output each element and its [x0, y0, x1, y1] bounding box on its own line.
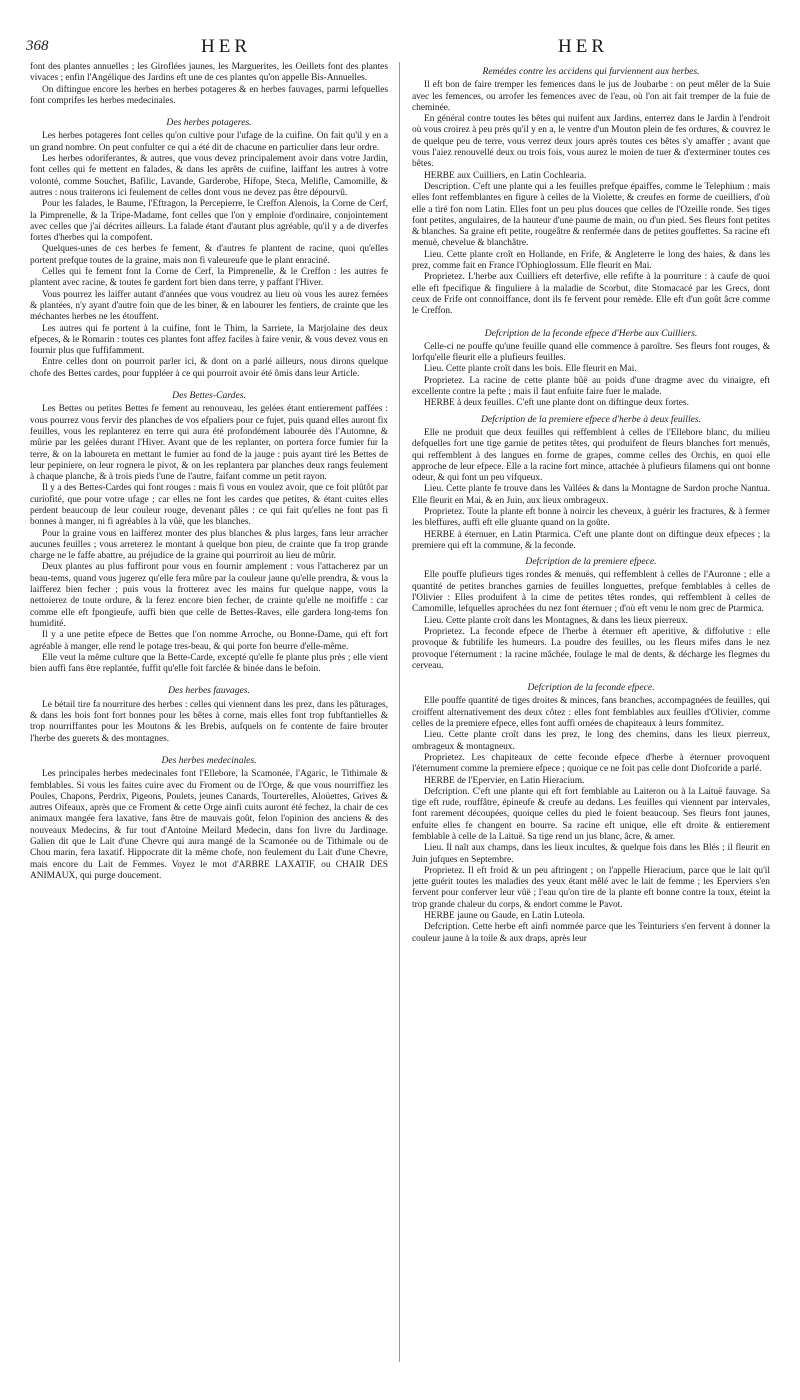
paragraph: Les principales herbes medecinales font l'Ellebore, la Scamonée, l'Agaric, le Tithimale & femblables. Si vous les faites cuire avec du Froment ou de l'Orge, & que vous nourriffiez les Poules, Chapons, Perdrix, Pigeons, Poulets, jeunes Canards, Tourterelles, Aloüettes, Grives & autres Oifeaux, après que ce Froment & cette Orge ainfi cuits auront été fechez, la chair de ces animaux mangée fera laxative, fans être de mauvais goût, felon l'opinion des anciens & des nouveaux Medecins, & fur tout d'Antoine Meilard Medecin, dans fon livre du Jardinage. Galien dit que le Lait d'une Chevre qui aura mangé de la Scamonée ou de Tithimale ou de Chou marin, fera laxatif. Hippocrate dit la même chofe, non feulement du Lait d'une Chevre, mais encore du Lait de Femmes. Voyez le mot d'ARBRE LAXATIF, ou CHAIR DES ANIMAUX, qui purge doucement.	[30, 769, 388, 881]
paragraph: Le bétail tire fa nourriture des herbes : celles qui viennent dans les prez, dans les pâturages, & dans les bois font fort bonnes pour les bêtes à corne, mais elles font trop fubftantielles & trop nourriffantes pour les Moutons & les Brebis, aufquels on fe contente de faire brouter l'herbe des guerets & des montagnes.	[30, 699, 388, 744]
section-heading: Defcription de la premiere efpece d'herbe à deux feuilles.	[480, 413, 702, 425]
paragraph: Celle-ci ne pouffe qu'une feuille quand elle commence à paroître. Ses fleurs font rouges, & lorfqu'elle fleurit elle a plufieurs feuilles.	[412, 341, 770, 364]
paragraph: Proprietez. La racine de cette plante bûë au poids d'une dragme avec du vinaigre, eft excellente contre la pefte ; mais il faut enfuite faire fuer le malade.	[412, 375, 770, 398]
paragraph: Lieu. Cette plante croît en Hollande, en Frife, & Angleterre le long des haies, & dans les prez, comme fait en France l'Ophioglossum. Elle fleurit en Mai.	[412, 249, 770, 272]
paragraph: En général contre toutes les bêtes qui nuifent aux Jardins, enterrez dans le Jardin à l'endroit où vous croirez à peu près qu'il y en a, le ventre d'un Mouton plein de fes ordures, & couvrez le de quelque peu de terre, vous verrez deux jours après toutes ces bêtes s'y amaffer ; avant que vous l'aiez renouvellé deux ou trois fois, vous aurez le moien de tuer & d'exterminer toutes ces bêtes.	[412, 114, 770, 170]
entry-title: HERBE jaune ou Gaude, en Latin Luteola.	[424, 911, 585, 922]
paragraph: Elle veut la même culture que la Bette-Carde, excepté qu'elle fe plante plus près ; elle vient bien auffi fans être replantée, fuffit qu'elle foit farclée & binée dans le befoin.	[30, 652, 388, 675]
paragraph: Lieu. Cette plante croît dans les bois. Elle fleurit en Mai.	[424, 364, 637, 375]
paragraph: Proprietez. Les chapiteaux de cette feconde efpece d'herbe à éternuer provoquent l'éternument comme la premiere efpece ; quoique ce ne foit pas celle dont Diofcoride a parlé.	[412, 752, 770, 775]
section-heading: Defcription de la premiere efpece.	[525, 556, 657, 568]
paragraph: Proprietez. Il eft froid & un peu aftringent ; on l'appelle Hieracium, parce que le lait qu'il jette guérit toutes les maladies des yeux étant mêlé avec le lait de femme ; les Eperviers s'en fervent pour conferver leur vûë ; l'eau qu'on tire de la plante eft bonne contre la toux, éteint la trop grande chaleur du corps, & endort comme le Pavot.	[412, 865, 770, 910]
paragraph: On diftingue encore les herbes en herbes potageres & en herbes fauvages, parmi lefquelles font comprifes les herbes medecinales.	[30, 84, 388, 106]
column-divider	[399, 62, 400, 1362]
section-heading: Des Bettes-Cardes.	[172, 390, 246, 402]
section-heading: Defcription de la feconde efpece.	[527, 682, 655, 694]
paragraph: Il y a des Bettes-Cardes qui font rouges : mais fi vous en voulez avoir, que ce foit plûtôt par curiofité, que pour votre ufage ; car elles ne font les cardes que petites, & étant cuites elles perdent beaucoup de leur couleur rouge, devenant pâles : ce qui fait qu'elles ne font pas fi bonnes à manger, ni fi agréables à la vûë, que les blanches.	[30, 483, 388, 528]
left-column	[30, 62, 388, 1392]
section-heading: Defcription de la feconde efpece d'Herbe aux Cuilliers.	[484, 327, 698, 339]
paragraph: Description. C'eft une plante qui a les feuilles prefque épaiffes, comme le Telephium : mais elles font reffemblantes en figure à celles de la Violette, & creufes en forme de cueilliers, d'où elle a tiré fon nom Latin. Elles font un peu plus douces que celles de l'Ozeille ronde. Ses tiges font petites, angulaires, de la hauteur d'une paume de main, ou d'un pied. Ses fleurs font petites & blanches. Sa graine eft petite, rougeâtre & renfermée dans de petites gouffettes. Sa racine eft menuë, chevelue & blanchâtre.	[412, 181, 770, 249]
paragraph: Pour la graine vous en laifferez monter des plus blanches & plus larges, fans leur arracher aucunes feuilles ; vous arreterez le montant à quelque bon pieu, de crainte que fa trop grande charge ne le faffe abattre, au préjudice de la graine qui pourriroit au lieu de mûrir.	[30, 528, 388, 562]
paragraph: Elle ne produit que deux feuilles qui reffemblent à celles de l'Ellebore blanc, du milieu defquelles fort une tige garnie de petites têtes, qui produifent de fleurs blanches fort menuës, qui reffemblent à des langues en forme de grapes, comme celles des Orchis, en quoi elle approche de leur efpece. Elle a la racine fort mince, attachée à plufieurs filamens qui ont bonne odeur, & qui font un peu vifqueux.	[412, 427, 770, 484]
paragraph: Il eft bon de faire tremper les femences dans le jus de Joubarbe : on peut mêler de la Suie avec les femences, ou arrofer les femences avec de l'eau, où l'on ait fait tremper de la fuie de cheminée.	[412, 80, 770, 113]
section-heading: Remédes contre les accidens qui furviennent aux herbes.	[482, 66, 700, 77]
paragraph: Entre celles dont on pourroit parler ici, & dont on a parlé ailleurs, nous dirons quelque chofe des Bettes cardes, pour fuppléer à ce qui pourroit avoir été ômis dans leur Article.	[30, 357, 388, 379]
paragraph: Proprietez. La feconde efpece de l'herbe à éternuer eft aperitive, & diffolutive : elle provoque & fubtilife les humeurs. La poudre des feuilles, ou les fleurs mifes dans le nez provoque l'éternument : la racine mâchée, foulage le mal de dents, & décharge les flegmes du cerveau.	[412, 626, 770, 671]
paragraph: Les herbes odoriferantes, & autres, que vous devez principalement avoir dans votre Jardin, font celles qui fe mettent en falades, & dans les aprêts de cuifine, laiffant les autres à votre volonté, comme Souchet, Bafilic, Lavande, Garderobe, Hifope, Steca, Melifle, Camomille, & autres : nous traiterons ici feulement de celles dont vous ne devez pas être dépourvû.	[30, 154, 388, 198]
entry-title: HERBE aux Cuilliers, en Latin Cochlearia.	[424, 170, 587, 181]
running-head-left: HER	[201, 36, 251, 57]
entry-title: HERBE de l'Epervier, en Latin Hieracium.	[424, 775, 585, 786]
paragraph: Les Bettes ou petites Bettes fe fement au renouveau, les gelées étant entierement paffées : vous pourrez vous fervir des planches de vos efpaliers pour ce fujet, puis quand elles auront fix feuilles, vous les replanterez en terre qui aura été profondément labourée dès l'Automne, & mûrie par les gelées durant l'Hiver. Avant que de les replanter, on portera force fumier fur la terre, & on la laboureta en mettant le fumier au fond de la jauge : puis ayant tiré les Bettes de leur pepiniere, on leur rognera le pivot, & on les replantera par planches deux rangs feulement à chaque planche, & à trois pieds l'une de l'autre, faifant comme un petit rayon.	[30, 404, 388, 483]
paragraph: Lieu. Il naît aux champs, dans les lieux incultes, & quelque fois dans les Blés ; il fleurit en Juin jufques en Septembre.	[412, 843, 770, 865]
paragraph: Defcription. Cette herbe eft ainfi nommée parce que les Teinturiers s'en fervent à donner la couleur jaune à la toile & aux draps, après leur	[412, 922, 770, 944]
section-heading: Des herbes medecinales.	[161, 754, 257, 766]
running-head-right: HER	[558, 36, 608, 57]
section-heading: Des herbes fauvages.	[168, 685, 250, 697]
paragraph: Les herbes potageres font celles qu'on cultive pour l'ufage de la cuifine. On fait qu'il y en a un grand nombre. On peut confulter ce qui a été dit de chacune en particulier dans leur ordre.	[30, 131, 388, 153]
right-column	[412, 62, 770, 1392]
paragraph: Proprietez. Toute la plante eft bonne à noircir les cheveux, à guérir les fractures, & à fermer les bleffures, auffi eft elle gluante quand on la goûte.	[412, 506, 770, 529]
paragraph: Defcription. C'eft une plante qui eft fort femblable au Laiteron ou à la Laituë fauvage. Sa tige eft rude, rouffâtre, épineufe & creufe au dedans. Les feuilles qui viennent par intervales, font rarement découpées, quoique celles du pied le foient beaucoup. Ses fleurs font jaunes, enfuite elles fe changent en bourre. Sa racine eft unique, elle eft droite & entierement femblable à celle de la Laituë. Sa tige rend un jus blanc, âcre, & amer.	[412, 786, 770, 842]
paragraph: Lieu. Cette plante croît dans les Montagnes, & dans les lieux pierreux.	[424, 615, 688, 626]
paragraph: Celles qui fe fement font la Corne de Cerf, la Pimprenelle, & le Creffon : les autres fe plantent avec racine, & toutes fe gardent fort bien dans terre, y paffant l'Hiver.	[30, 267, 388, 289]
paragraph: Lieu. Cette plante croît dans les prez, le long des chemins, dans les lieux pierreux, ombrageux & montagneux.	[412, 730, 770, 752]
entry-title: HERBE à deux feuilles. C'eft une plante dont on diftingue deux fortes.	[424, 398, 689, 409]
paragraph: Lieu. Cette plante fe trouve dans les Vallées & dans la Montagne de Sardon proche Nantua. Elle fleurit en Mai, & en Juin, aux lieux ombrageux.	[412, 484, 770, 506]
paragraph: Les autres qui fe portent à la cuifine, font le Thim, la Sarriete, la Marjolaine des deux efpeces, & le Romarin : toutes ces plantes font affez faciles à faire venir, & vous devez vous en fournir plus que fuffifamment.	[30, 323, 388, 357]
paragraph: Il y a une petite efpece de Bettes que l'on nomme Arroche, ou Bonne-Dame, qui eft fort agréable à manger, elle rend le potage tres-beau, & qui porte fon beurre d'elle-même.	[30, 630, 388, 652]
section-heading: Des herbes potageres.	[166, 117, 252, 129]
paragraph: Elle pouffe plufieurs tiges rondes & menuës, qui reffemblent à celles de l'Auronne ; elle a quantité de petites branches garnies de feuilles longuettes, prefque femblables à celles de l'Olivier : Elles produifent à la cime de petites têtes rondes, qui reffemblent à celles de Camomille, lefquelles aprochées du nez font éternuer ; d'où eft venu le nom grec de Ptarmica.	[412, 570, 770, 615]
paragraph: Deux plantes au plus fuffiront pour vous en fournir amplement : vous l'attacherez par un beau-tems, quand vous jugerez qu'elle fera mûre par la couleur jaune qu'elle prendra, & vous la laifferez bien fecher ; puis vous la frotterez avec les mains fur quelque nappe, vous la nettoierez de toute ordure, & la ferez encore bien fecher, de crainte qu'elle ne moififfe : car comme elle eft fpongieufe, auffi bien que celle de Bettes-Raves, elle gardera long-tems fon humidité.	[30, 562, 388, 629]
entry-title: HERBE à éternuer, en Latin Ptarmica. C'eft une plante dont on diftingue deux efpeces ; la premiere qui eft la commune, & la feconde.	[412, 529, 770, 551]
paragraph: Vous pourrez les laiffer autant d'années que vous voudrez au lieu où vous les aurez femées & plantées, n'y ayant d'autre foin que de les biner, & en labourer les fentiers, de crainte que les méchantes herbes ne les étouffent.	[30, 289, 388, 323]
paragraph: Elle pouffe quantité de tiges droites & minces, fans branches, accompagnées de feuilles, qui croiffent alternativement des deux côtez : elles font femblables aux feuilles d'Olivier, comme celles de la premiere efpece, elles font auffi ornées de chapiteaux à leurs fommitez.	[412, 696, 770, 730]
paragraph: Quelques-unes de ces herbes fe fement, & d'autres fe plantent de racine, quoi qu'elles portent prefque toutes de la graine, mais non fi valeureufe que le plant enraciné.	[30, 244, 388, 266]
paragraph: Pour les falades, le Baume, l'Eftragon, la Percepierre, le Creffon Alenois, la Corne de Cerf, la Pimprenelle, & la Tripe-Madame, font celles que l'on y emploie d'ordinaire, conjointement avec celles que j'ai décrites ailleurs. La falade étant d'autant plus agréable, qu'il y a de diverfes fortes d'herbes qui la compofent.	[30, 199, 388, 244]
paragraph: font des plantes annuelles ; les Giroflées jaunes, les Marguerites, les Oeillets font des plantes vivaces ; enfin l'Angélique des Jardins eft une de ces plantes qu'on appelle Bis-Annuelles.	[30, 62, 388, 84]
page-number: 368	[26, 38, 49, 54]
paragraph: Proprietez. L'herbe aux Cuilliers eft deterfive, elle refifte à la pourriture : à caufe de quoi elle eft fpecifique & finguliere à la maladie de Scorbut, dite Stomacacé par les Grecs, dont ceux de Frife ont connoiffance, dont ils fe fervent pour remède. Elle eft d'un goût âcre comme le Creffon.	[412, 272, 770, 317]
